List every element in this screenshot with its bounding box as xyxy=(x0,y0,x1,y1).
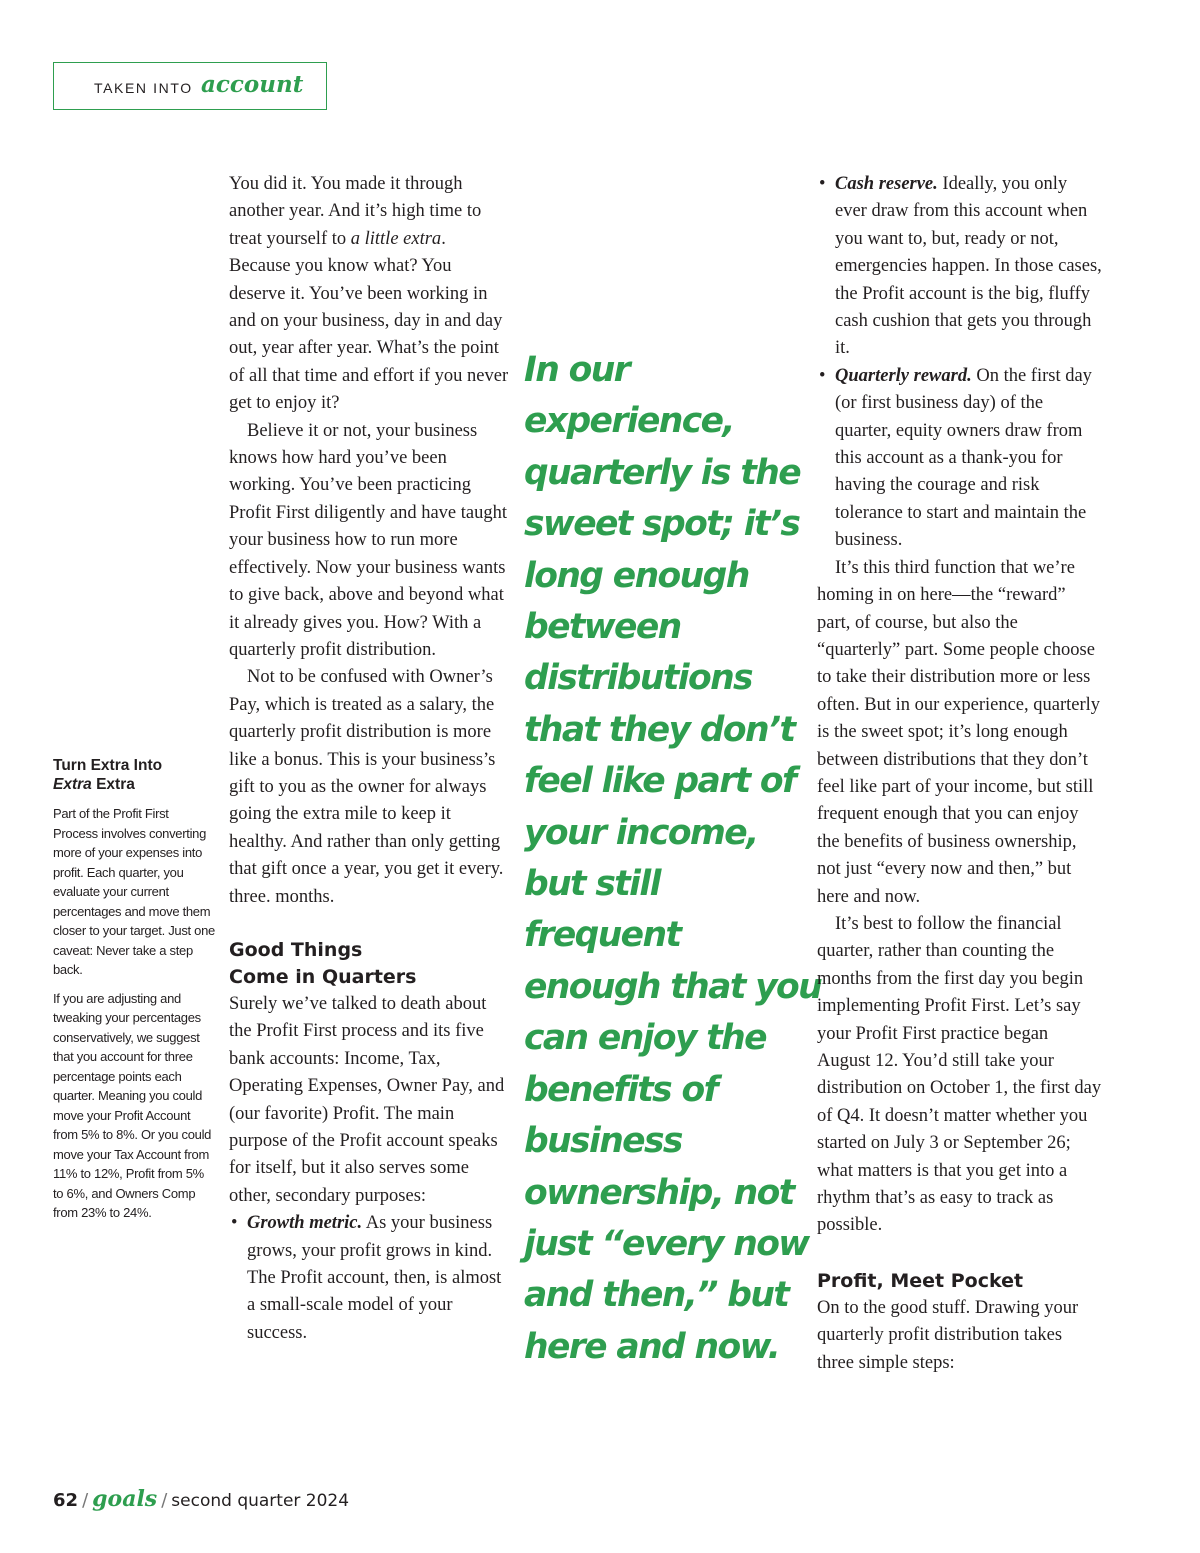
bullet-list xyxy=(817,171,1102,555)
bullet-text: As your business grows, your profit grows in kind. The Profit account, then, is almost a small-scale model of your success. xyxy=(247,1213,502,1343)
body-paragraph xyxy=(229,171,511,418)
section-kicker: TAKEN INTO xyxy=(94,80,193,96)
sidebar-title xyxy=(53,756,215,794)
sidebar-title-line1: Turn Extra Into xyxy=(53,757,163,774)
bullet-text: Ideally, you only ever draw from this account when you want to, but, ready or not, emergencies happen. In those cases, the Profit account is the big, fluffy cash cushion that gets you through it. xyxy=(835,174,1102,359)
sidebar-title-end: Extra xyxy=(91,776,135,793)
body-text: You did it. You made it through another year. And it’s high time to treat yourself to xyxy=(229,174,482,249)
sidebar-title-em: Extra xyxy=(53,776,92,793)
body-column-left xyxy=(229,171,511,1347)
body-emphasis: a little extra xyxy=(350,228,442,249)
sidebar-paragraph: Part of the Profit First Process involves converting more of your expenses into profit. Each quarter, you evaluate your current percentages and move them closer to your target. Just one caveat: Never take a step back. xyxy=(53,806,215,977)
sidebar-box xyxy=(53,756,215,1232)
bullet-text: On the first day (or first business day) of the quarter, equity owners draw from this account as a thank-you for having the courage and risk tolerance to start and maintain the business. xyxy=(835,365,1092,551)
list-item xyxy=(817,171,1102,363)
footer-separator: / xyxy=(161,1490,168,1511)
footer-separator: / xyxy=(82,1490,89,1511)
sidebar-paragraph: If you are adjusting and tweaking your percentages conservatively, we suggest that you account for three percentage points each quarter. Meaning you could move your Profit Account from 5% to 8%. Or you could move your Tax Account from 11% to 12%, Profit from 5% to 6%, and Owners Comp from 23% to 24%. xyxy=(53,990,212,1220)
subheading-line: Come in Quarters xyxy=(229,965,417,988)
body-paragraph: On to the good stuff. Drawing your quarterly profit distribution takes three simple steps: xyxy=(817,1297,1079,1373)
body-column-right xyxy=(817,171,1102,1377)
body-paragraph: Surely we’ve talked to death about the Profit First process and its five bank accounts: Income, Tax, Operating Expenses, Owner Pay, and (our favorite) Profit. The main purpose of the Profit account speaks for itself, but it also serves some other, secondary purposes: xyxy=(229,993,505,1206)
subheading-profit-meet-pocket: Profit, Meet Pocket xyxy=(817,1269,1024,1292)
subheading-good-things xyxy=(229,937,511,991)
page-number: 62 xyxy=(53,1490,79,1511)
bullet-label: Growth metric. xyxy=(247,1213,363,1234)
body-paragraph: Believe it or not, your business knows how hard you’ve been working. You’ve been practicing Profit First diligently and have taught your business how to run more effectively. Now your business wants to give back, above and beyond what it already gives you. How? With a quarterly profit distribution. xyxy=(229,420,507,660)
body-text: . Because you know what? You deserve it. You’ve been working in and on your business, day in and day out, year after year. What’s the point of all that time and effort if you never get to enjoy it? xyxy=(229,228,509,414)
bullet-list xyxy=(229,1210,511,1347)
magazine-logo: goals xyxy=(92,1486,158,1512)
bullet-label: Cash reserve. xyxy=(835,174,938,194)
body-paragraph: It’s best to follow the financial quarter, rather than counting the months from the first day you begin implementing Profit First. Let’s say your Profit First practice began August 12. You’d still take your distribution on October 1, the first day of Q4. It doesn’t matter whether you started on July 3 or September 26; what matters is that you get into a rhythm that’s as easy to track as possible. xyxy=(817,913,1102,1236)
section-word: account xyxy=(201,71,304,98)
issue-label: second quarter 2024 xyxy=(171,1491,350,1511)
page-footer xyxy=(53,1486,349,1512)
pull-quote: In our experience, quarterly is the sweet spot; it’s long enough between distributions that they don’t feel like part of your income, but still frequent enough that you can enjoy the benefits of business ownership, not just “every now and then,” but here and now. xyxy=(524,350,822,1367)
list-item xyxy=(229,1210,511,1347)
section-tag xyxy=(53,62,327,110)
list-item xyxy=(817,363,1102,555)
bullet-label: Quarterly reward. xyxy=(835,365,972,386)
body-paragraph: It’s this third function that we’re homing in on here—the “reward” part, of course, but also the “quarterly” part. Some people choose to take their distribution more or less often. But in our experience, quarterly is the sweet spot; it’s long enough between distributions that they don’t feel like part of your income, but still frequent enough that you can enjoy the benefits of business ownership, not just “every now and then,” but here and now. xyxy=(817,557,1101,907)
subheading-line: Good Things xyxy=(229,938,363,961)
body-paragraph: Not to be confused with Owner’s Pay, which is treated as a salary, the quarterly profit distribution is more like a bonus. This is your business’s gift to you as the owner for always going the extra mile to keep it healthy. And rather than only getting that gift once a year, you get it every. three. months. xyxy=(229,667,504,907)
